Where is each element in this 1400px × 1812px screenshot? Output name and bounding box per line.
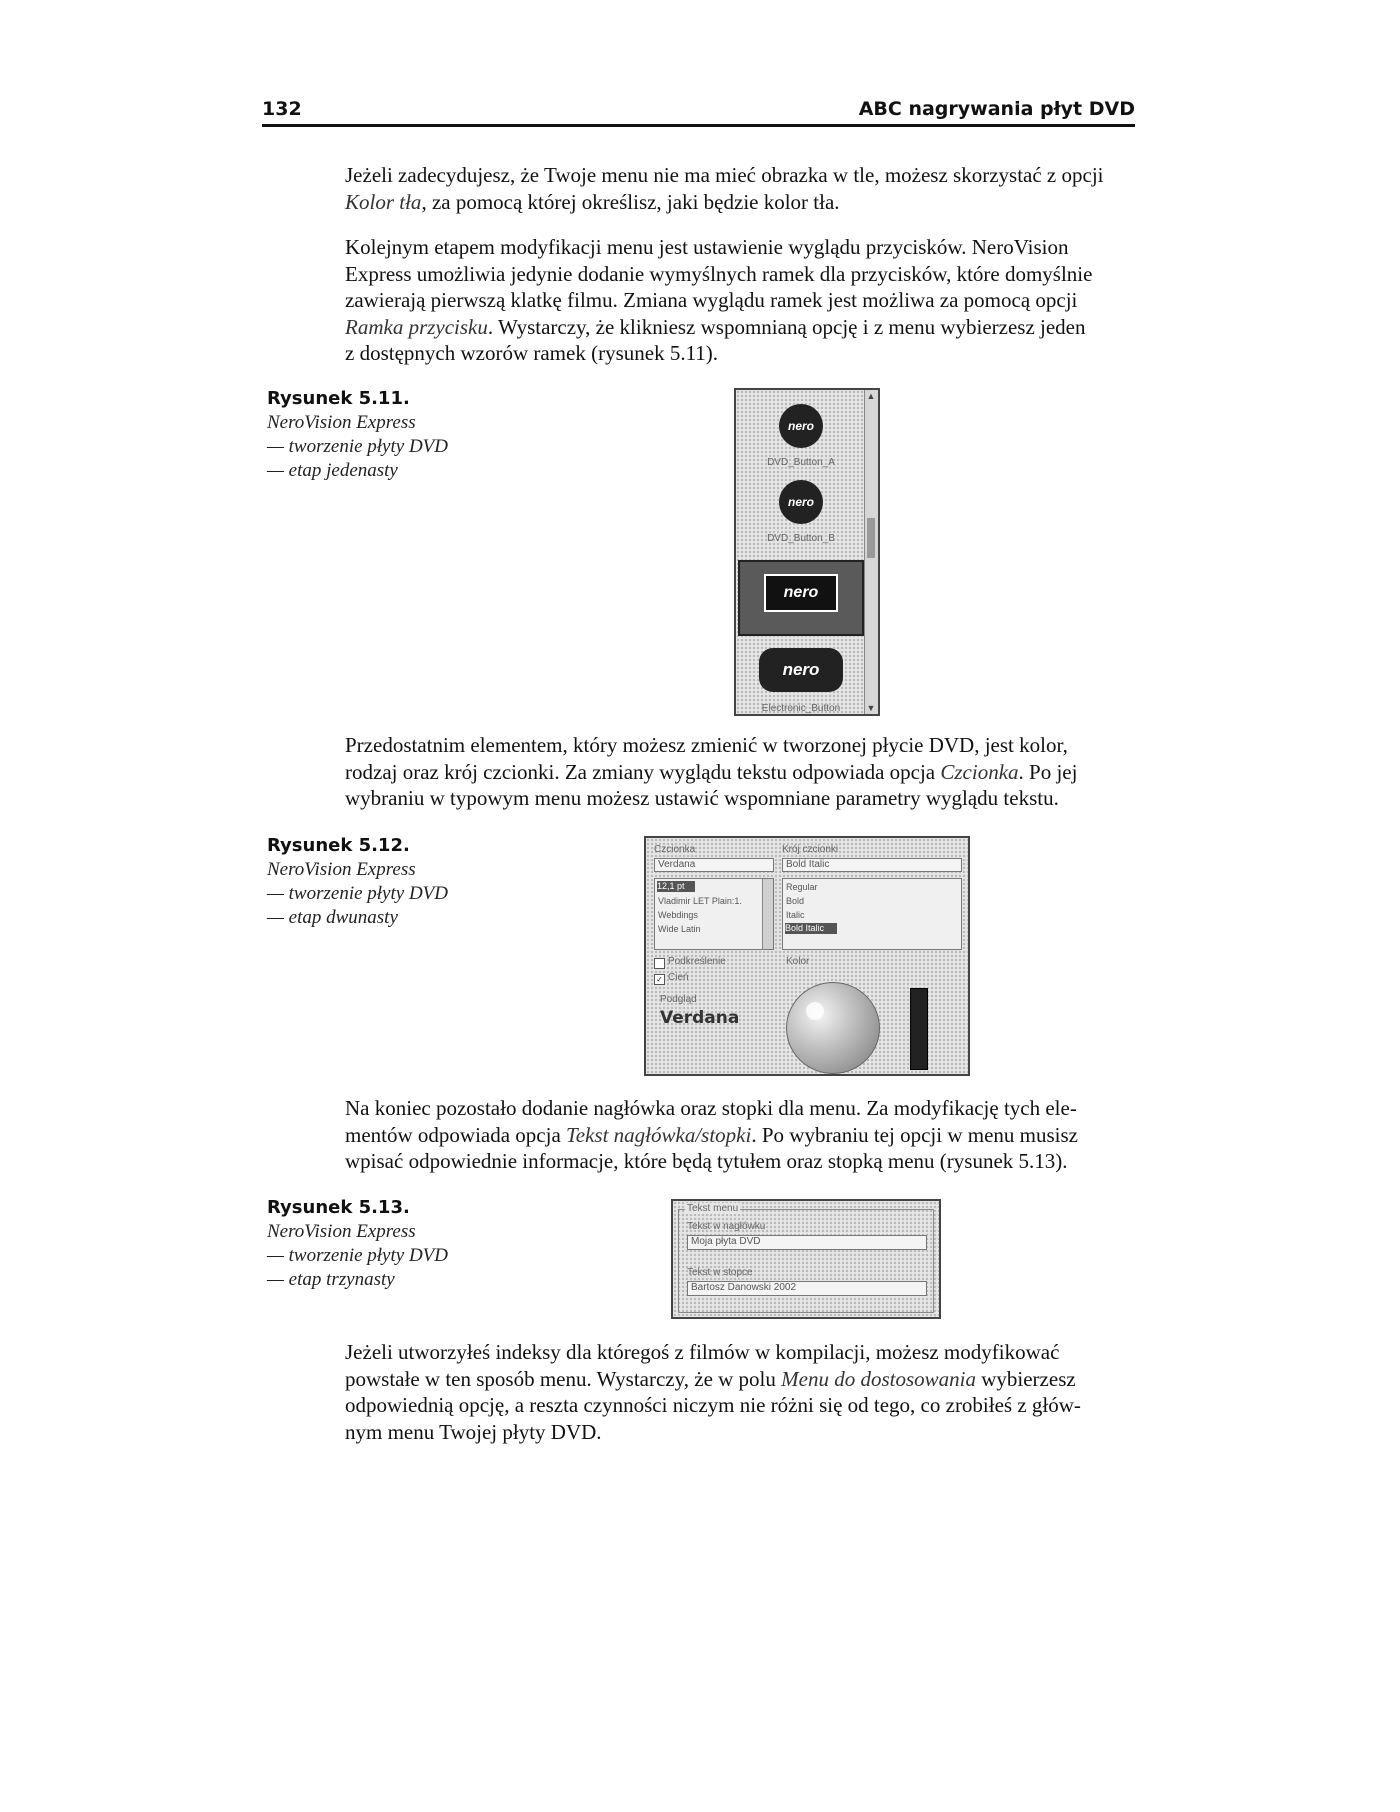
style-list-item[interactable]: Italic <box>786 910 805 920</box>
underline-label: Podkreślenie <box>668 956 726 967</box>
paragraph-line: nym menu Twojej płyty DVD. <box>345 1419 602 1444</box>
paragraph-line <box>345 1122 1135 1149</box>
paragraph-text: . Po jej <box>1018 759 1078 784</box>
header-text-input[interactable]: Moja płyta DVD <box>687 1235 927 1250</box>
paragraph-line <box>345 189 1135 216</box>
paragraph-5 <box>345 1339 1135 1445</box>
figure-caption-5-13 <box>267 1196 497 1292</box>
paragraph-text: mentów odpowiada opcja <box>345 1122 567 1147</box>
frame-label: DVD_Button_B <box>767 533 835 544</box>
caption-line: — etap trzynasty <box>267 1269 395 1290</box>
paragraph-line <box>345 314 1135 341</box>
frame-option[interactable] <box>742 472 860 544</box>
font-list-item[interactable]: Webdings <box>658 910 698 920</box>
caption-line: — tworzenie płyty DVD <box>267 1245 449 1266</box>
frame-option[interactable] <box>742 396 860 468</box>
style-list-item[interactable]: Regular <box>786 882 818 892</box>
underline-checkbox[interactable] <box>654 958 665 969</box>
paragraph-text: powstałe w ten sposób menu. Wystarczy, że w polu <box>345 1366 782 1391</box>
paragraph-line: Na koniec pozostało dodanie nagłówka oraz stopki dla menu. Za modyfikację tych ele- <box>345 1096 1077 1120</box>
figure-5-12-font-settings <box>644 836 970 1076</box>
option-name: Tekst nagłówka/stopki <box>566 1122 752 1147</box>
shadow-checkbox[interactable]: ✓ <box>654 974 665 985</box>
scroll-up-icon[interactable]: ▲ <box>866 391 876 401</box>
style-input[interactable]: Bold Italic <box>782 858 962 872</box>
style-label: Krój czcionki <box>782 844 839 855</box>
caption-line: NeroVision Express <box>267 412 416 433</box>
paragraph-line: Jeżeli zadecydujesz, że Twoje menu nie ma mieć obrazka w tle, możesz skorzystać z opcji <box>345 163 1104 187</box>
figure-caption-5-12 <box>267 834 497 930</box>
color-picker-marker[interactable] <box>806 1002 824 1020</box>
font-list-scrollbar[interactable] <box>762 879 773 949</box>
brightness-slider[interactable] <box>910 988 928 1070</box>
option-name: Ramka przycisku <box>345 314 488 339</box>
font-list-item[interactable]: Vladimir LET Plain:1. <box>658 896 742 906</box>
paragraph-2 <box>345 234 1135 367</box>
paragraph-text: . Po wybraniu tej opcji w menu musisz <box>751 1122 1078 1147</box>
figure-5-13-menu-text <box>671 1199 941 1319</box>
frame-option[interactable] <box>742 642 860 714</box>
nero-logo-icon: nero <box>759 648 843 692</box>
paragraph-4 <box>345 1095 1135 1175</box>
preview-label: Podgląd <box>660 994 697 1005</box>
paragraph-line <box>345 1366 1135 1393</box>
caption-line: NeroVision Express <box>267 1221 416 1242</box>
frame-label: DVD_Button_A <box>767 457 835 468</box>
caption-title: Rysunek 5.13. <box>267 1197 410 1218</box>
font-list-item-selected[interactable]: 12,1 pt <box>657 881 695 892</box>
font-label: Czcionka <box>654 844 696 855</box>
running-header-title: ABC nagrywania płyt DVD <box>858 98 1135 120</box>
scrollbar[interactable] <box>864 390 878 714</box>
figure-5-11-button-frames <box>734 388 880 716</box>
paragraph-text: rodzaj oraz krój czcionki. Za zmiany wyglądu tekstu odpowiada opcja <box>345 759 941 784</box>
style-list-item[interactable]: Bold <box>786 896 805 906</box>
nero-logo-icon: nero <box>779 404 823 448</box>
font-list-item[interactable]: Wide Latin <box>658 924 701 934</box>
paragraph-text: . Wystarczy, że klikniesz wspomnianą opcję i z menu wybierzesz jeden <box>487 314 1086 339</box>
style-list-item-selected[interactable]: Bold Italic <box>785 923 837 934</box>
font-list[interactable] <box>654 878 774 950</box>
field-name: Menu do dostosowania <box>781 1366 976 1391</box>
color-label: Kolor <box>786 956 810 967</box>
scroll-thumb[interactable] <box>867 518 875 558</box>
caption-line: — etap dwunasty <box>267 907 398 928</box>
caption-title: Rysunek 5.11. <box>267 388 410 409</box>
frame-option-selected[interactable] <box>738 560 864 636</box>
footer-text-input[interactable]: Bartosz Danowski 2002 <box>687 1281 927 1296</box>
paragraph-line: wpisać odpowiednie informacje, które będą tytułem oraz stopką menu (rysunek 5.13). <box>345 1149 1068 1173</box>
paragraph-line: Jeżeli utworzyłeś indeksy dla któregoś z filmów w kompilacji, możesz modyfikować <box>345 1340 1060 1364</box>
frame-label: Electronic_Button <box>761 703 841 714</box>
nero-logo-icon: nero <box>764 574 838 612</box>
footer-text-label: Tekst w stopce <box>687 1267 753 1278</box>
font-preview-text: Verdana <box>660 1008 740 1028</box>
option-name: Czcionka <box>940 759 1019 784</box>
option-name: Kolor tła <box>345 189 422 214</box>
caption-line: — tworzenie płyty DVD <box>267 883 449 904</box>
header-text-label: Tekst w nagłówku <box>687 1221 766 1232</box>
paragraph-line: wybraniu w typowym menu możesz ustawić wspomniane parametry wyglądu tekstu. <box>345 786 1059 810</box>
color-wheel[interactable] <box>786 982 880 1074</box>
paragraph-1 <box>345 162 1135 215</box>
caption-title: Rysunek 5.12. <box>267 835 410 856</box>
paragraph-text: , za pomocą której określisz, jaki będzie kolor tła. <box>421 189 840 214</box>
paragraph-line: z dostępnych wzorów ramek (rysunek 5.11). <box>345 341 719 365</box>
figure-caption-5-11 <box>267 387 497 483</box>
paragraph-line: Przedostatnim elementem, który możesz zmienić w tworzonej płycie DVD, jest kolor, <box>345 733 1068 757</box>
caption-line: — tworzenie płyty DVD <box>267 436 449 457</box>
nero-logo-icon: nero <box>779 480 823 524</box>
caption-line: — etap jedenasty <box>267 460 398 481</box>
style-list[interactable] <box>782 878 962 950</box>
scroll-down-icon[interactable]: ▼ <box>866 703 876 713</box>
paragraph-line: zawierają pierwszą klatkę filmu. Zmiana wyglądu ramek jest możliwa za pomocą opcji <box>345 288 1078 312</box>
paragraph-line: Express umożliwia jedynie dodanie wymyślnych ramek dla przycisków, które domyślnie <box>345 261 1093 286</box>
paragraph-line: Kolejnym etapem modyfikacji menu jest ustawienie wyglądu przycisków. NeroVision <box>345 235 1069 259</box>
page-number: 132 <box>262 98 302 120</box>
shadow-label: Cień <box>668 972 689 983</box>
paragraph-text: wybierzesz <box>975 1366 1076 1391</box>
header-rule <box>262 124 1135 127</box>
font-input[interactable]: Verdana <box>654 858 774 872</box>
paragraph-line <box>345 759 1135 786</box>
paragraph-line: odpowiednią opcję, a reszta czynności niczym nie różni się od tego, co zrobiłeś z głów- <box>345 1393 1081 1417</box>
menu-text-group-label: Tekst menu <box>687 1203 739 1214</box>
caption-line: NeroVision Express <box>267 859 416 880</box>
paragraph-3 <box>345 732 1135 812</box>
